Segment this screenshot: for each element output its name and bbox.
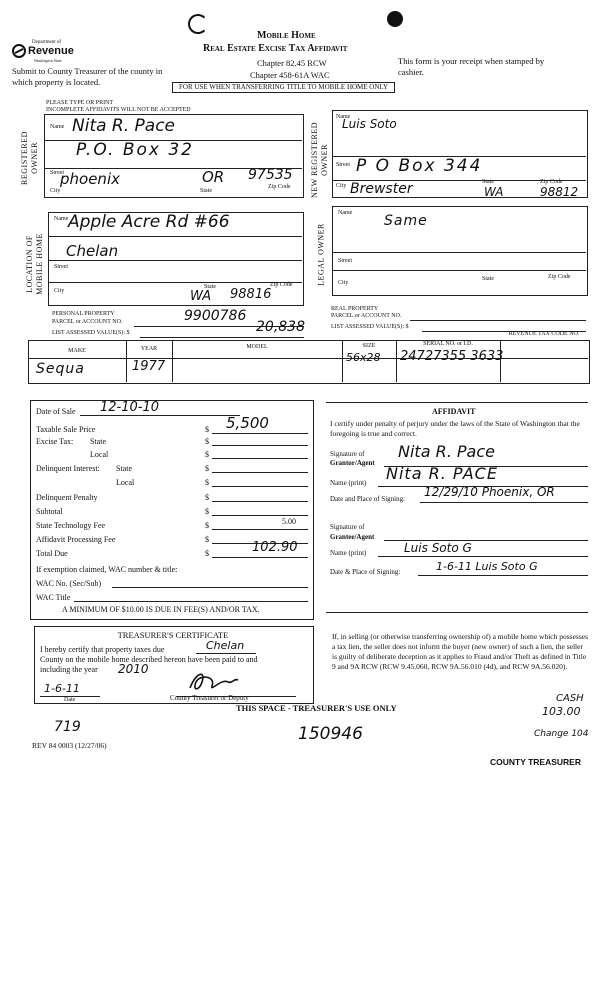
dollar-3: $ bbox=[205, 450, 209, 459]
treasurer-year-value: 2010 bbox=[118, 662, 149, 676]
new-zip-value: 98812 bbox=[540, 185, 579, 199]
dollar-10: $ bbox=[205, 549, 209, 558]
cash-amount: 103.00 bbox=[542, 705, 581, 718]
loc-state-label: State bbox=[204, 284, 216, 290]
reg-name-label: Name bbox=[50, 124, 65, 130]
dollar-5: $ bbox=[205, 478, 209, 487]
dollar-7: $ bbox=[205, 507, 209, 516]
dollar-8: $ bbox=[205, 521, 209, 530]
registered-owner-side-label: REGISTERED OWNER bbox=[20, 131, 39, 185]
date-of-sale-value: 12-10-10 bbox=[100, 400, 160, 415]
treasurer-county-value: Chelan bbox=[206, 639, 245, 652]
location-side-label: LOCATION OF MOBILE HOME bbox=[25, 233, 44, 295]
loc-city-label: City bbox=[54, 288, 65, 294]
grantee-sig-label1: Signature of bbox=[330, 523, 365, 531]
size-value: 56x28 bbox=[346, 351, 381, 364]
grantor-name-value: Nita R. PACE bbox=[386, 464, 498, 483]
reg-name-value: Nita R. Pace bbox=[72, 116, 176, 136]
legal-owner-side-label: LEGAL OWNER bbox=[316, 223, 326, 286]
interest-local-label: Local bbox=[116, 478, 135, 487]
new-name-value: Luis Soto bbox=[342, 117, 397, 131]
dollar-9: $ bbox=[205, 535, 209, 544]
incomplete-note: INCOMPLETE AFFIDAVITS WILL NOT BE ACCEPTED bbox=[46, 107, 191, 113]
treasurer-text1: I hereby certify that property taxes due bbox=[40, 645, 165, 654]
delinquent-interest-label: Delinquent Interest: bbox=[36, 464, 100, 473]
date-of-sale-label: Date of Sale bbox=[36, 407, 76, 416]
interest-state-label: State bbox=[116, 464, 132, 473]
treasurer-title: TREASURER'S CERTIFICATE bbox=[117, 630, 229, 640]
reg-state-label: State bbox=[200, 188, 212, 194]
col-year: YEAR bbox=[140, 346, 158, 352]
grantor-signature: Nita R. Pace bbox=[398, 442, 495, 461]
new-city-label: City bbox=[336, 183, 347, 189]
new-state-value: WA bbox=[484, 185, 504, 199]
form-title-line2: Real Estate Excise Tax Affidavit bbox=[203, 43, 348, 54]
logo-main-text: Revenue bbox=[28, 45, 74, 57]
loc-line2-value: Chelan bbox=[66, 242, 119, 260]
wac-no-label: WAC No. (Sec/Sub) bbox=[36, 579, 102, 588]
new-street-label: Street bbox=[336, 162, 350, 168]
pp-label1: PERSONAL PROPERTY bbox=[52, 311, 115, 317]
punch-hole-left bbox=[188, 14, 208, 34]
new-owner-side-label: NEW REGISTERED OWNER bbox=[310, 122, 329, 198]
submit-note: Submit to County Treasurer of the county in which property is located. bbox=[12, 66, 163, 87]
legal-name-label: Name bbox=[338, 210, 353, 216]
grantee-date-value: 1-6-11 Luis Soto G bbox=[436, 560, 538, 573]
change-note: Change 104 bbox=[534, 729, 589, 739]
affidavit-certify: I certify under penalty of perjury under the laws of the State of Washington that the foregoing is true and correct. bbox=[330, 419, 580, 438]
make-value: Sequa bbox=[36, 361, 85, 377]
lien-note: If, in selling (or otherwise transferring ownership of) a mobile home which possesses a tax lien, the seller does not inform the buyer (new owner) of such a lien, the seller is guilty of deliberate deception as it applies to Fraud and/or Theft as defined in Title 9 and 9A RCW (RCW 9.45.060, RCW 9A.56.010 (4d), and RCW 9A.56.020). bbox=[332, 632, 588, 671]
tech-fee-value: 5.00 bbox=[282, 517, 296, 526]
total-due-value: 102.90 bbox=[252, 540, 298, 555]
grantor-sig-label1: Signature of bbox=[330, 450, 365, 458]
delinquent-penalty-label: Delinquent Penalty bbox=[36, 493, 98, 502]
reg-zip-value: 97535 bbox=[248, 167, 293, 183]
pp-value: 20,838 bbox=[256, 319, 305, 335]
grantee-date-label: Date & Place of Signing: bbox=[330, 568, 401, 576]
new-street-value: P O Box 344 bbox=[356, 156, 483, 176]
reg-zip-label: Zip Code bbox=[268, 184, 291, 190]
receipt-note: This form is your receipt when stamped by cashier. bbox=[398, 56, 545, 77]
excise-tax-label: Excise Tax: bbox=[36, 437, 74, 446]
treasurer-date-value: 1-6-11 bbox=[44, 682, 80, 695]
chapter-wac: Chapter 458-61A WAC bbox=[250, 70, 330, 80]
rp-label3: LIST ASSESSED VALUE(S): $ bbox=[331, 324, 409, 330]
grantee-sig-label2: Grantee/Agent bbox=[330, 533, 375, 541]
new-zip-label: Zip Code bbox=[540, 179, 563, 185]
treasurer-signature-icon bbox=[182, 668, 242, 696]
rev-number: REV 84 0003 (12/27/06) bbox=[32, 741, 107, 750]
rp-label1: REAL PROPERTY bbox=[331, 306, 379, 312]
grantee-name-value: Luis Soto G bbox=[404, 541, 472, 555]
legal-owner-box bbox=[332, 206, 588, 296]
wac-title-label: WAC Title bbox=[36, 593, 71, 602]
legal-zip-label: Zip Code bbox=[548, 274, 571, 280]
col-model: MODEL bbox=[246, 344, 268, 350]
new-city-value: Brewster bbox=[350, 181, 413, 197]
chapter-rcw: Chapter 82.45 RCW bbox=[257, 58, 327, 68]
grantor-date-label: Date and Place of Signing: bbox=[330, 495, 406, 503]
receipt-number: 150946 bbox=[298, 724, 363, 744]
rp-label2: PARCEL or ACCOUNT NO. bbox=[331, 313, 402, 319]
dollar-2: $ bbox=[205, 437, 209, 446]
loc-zip-label: Zip Code bbox=[270, 282, 293, 288]
pp-label3: LIST ASSESSED VALUE(S): $ bbox=[52, 330, 130, 336]
use-note: FOR USE WHEN TRANSFERRING TITLE TO MOBILE HOME ONLY bbox=[172, 82, 395, 93]
col-size: SIZE bbox=[362, 343, 376, 349]
exemption-label: If exemption claimed, WAC number & title: bbox=[36, 565, 178, 574]
grantor-date-value: 12/29/10 Phoenix, OR bbox=[424, 485, 555, 499]
loc-state-value: WA bbox=[190, 289, 212, 304]
legal-city-label: City bbox=[338, 280, 349, 286]
dollar-1: $ bbox=[205, 425, 209, 434]
reg-street-label: Street bbox=[50, 170, 64, 176]
reg-city-label: City bbox=[50, 188, 61, 194]
treasurer-text2: County on the mobile home described hereon have been paid to and including the year bbox=[40, 655, 258, 674]
reg-city-value: phoenix bbox=[60, 170, 120, 188]
col-serial: SERIAL NO. or I.D. bbox=[423, 341, 473, 347]
tech-fee-label: State Technology Fee bbox=[36, 521, 106, 530]
excise-state-label: State bbox=[90, 437, 106, 446]
excise-local-label: Local bbox=[90, 450, 109, 459]
taxable-price-value: 5,500 bbox=[226, 414, 269, 432]
grantor-name-label: Name (print) bbox=[330, 479, 367, 487]
col-make: MAKE bbox=[68, 348, 86, 354]
form-title-line1: Mobile Home bbox=[257, 30, 316, 41]
logo-sub-text: Washington State bbox=[34, 58, 62, 63]
processing-fee-label: Affidavit Processing Fee bbox=[36, 535, 116, 544]
print-note: PLEASE TYPE OR PRINT bbox=[46, 100, 114, 106]
loc-name-value: Apple Acre Rd #66 bbox=[68, 212, 230, 232]
treasurer-use-only: THIS SPACE - TREASURER'S USE ONLY bbox=[236, 703, 397, 713]
pp-parcel-value: 9900786 bbox=[184, 308, 247, 324]
dollar-6: $ bbox=[205, 493, 209, 502]
loc-name-label: Name bbox=[54, 216, 69, 222]
subtotal-label: Subtotal bbox=[36, 507, 63, 516]
treasurer-date-label: Date bbox=[64, 697, 76, 703]
taxable-price-label: Taxable Sale Price bbox=[36, 425, 96, 434]
grantor-sig-label2: Grantor/Agent bbox=[330, 459, 375, 467]
treasurer-deputy-label: County Treasurer or Deputy bbox=[170, 694, 249, 702]
pp-label2: PARCEL or ACCOUNT NO. bbox=[52, 319, 123, 325]
new-name-label: Name bbox=[336, 114, 351, 120]
serial-value: 24727355 3633 bbox=[400, 349, 504, 364]
legal-state-label: State bbox=[482, 276, 494, 282]
minimum-note: A MINIMUM OF $10.00 IS DUE IN FEE(S) AND/OR TAX. bbox=[62, 605, 260, 614]
loc-zip-value: 98816 bbox=[230, 287, 272, 302]
grantee-name-label: Name (print) bbox=[330, 549, 367, 557]
punch-hole-right bbox=[387, 11, 403, 27]
year-value: 1977 bbox=[132, 359, 166, 374]
loc-street-label: Street bbox=[54, 264, 68, 270]
cash-label: CASH bbox=[556, 693, 584, 704]
reg-street-value: P.O. Box 32 bbox=[76, 140, 194, 160]
revenue-logo-icon bbox=[12, 44, 26, 58]
legal-name-value: Same bbox=[384, 213, 428, 229]
total-due-label: Total Due bbox=[36, 549, 68, 558]
county-treasurer-label: COUNTY TREASURER bbox=[490, 757, 581, 767]
revenue-logo bbox=[12, 40, 82, 66]
dollar-4: $ bbox=[205, 464, 209, 473]
legal-street-label: Street bbox=[338, 258, 352, 264]
affidavit-title: AFFIDAVIT bbox=[432, 407, 476, 416]
col-revenue-code: REVENUE TAX CODE NO. bbox=[508, 331, 580, 337]
new-state-label: State bbox=[482, 179, 494, 185]
reg-state-value: OR bbox=[202, 168, 225, 186]
mark-719: 719 bbox=[54, 719, 81, 735]
logo-small-text: Department of bbox=[32, 40, 62, 45]
